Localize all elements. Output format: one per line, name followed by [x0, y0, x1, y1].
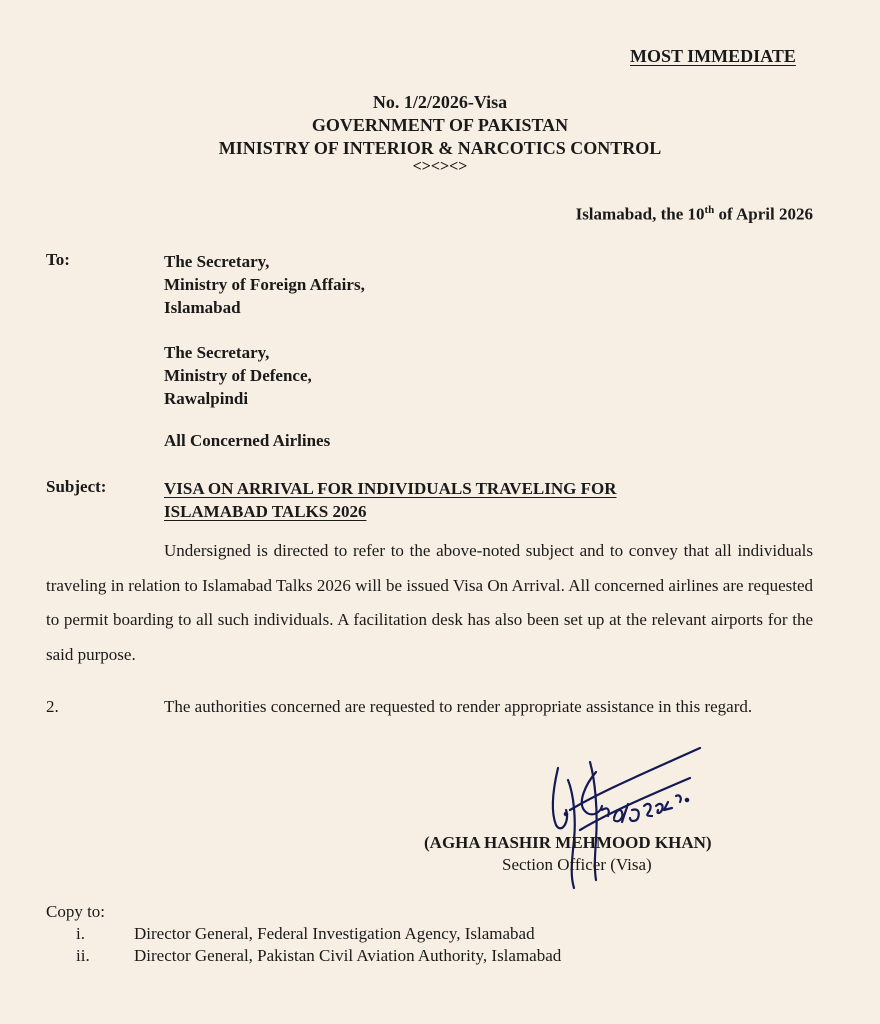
date-superscript: th	[704, 204, 715, 216]
subject-line: VISA ON ARRIVAL FOR INDIVIDUALS TRAVELING FOR	[164, 479, 617, 498]
subject-line: ISLAMABAD TALKS 2026	[164, 502, 367, 521]
signatory-designation: Section Officer (Visa)	[502, 855, 652, 874]
date-suffix: of April 2026	[714, 204, 813, 224]
addressee-title: The Secretary,	[164, 343, 270, 362]
to-label: To:	[46, 250, 70, 269]
copy-to-label: Copy to:	[46, 902, 106, 921]
signatory-name: (AGHA HASHIR MEHMOOD KHAN)	[424, 833, 712, 852]
date-prefix: Islamabad, the 10	[575, 204, 705, 224]
header-ornament: <><><>	[412, 158, 468, 175]
addressee-ministry: Ministry of Defence,	[164, 366, 312, 385]
government-heading: GOVERNMENT OF PAKISTAN	[311, 115, 569, 135]
ministry-heading: MINISTRY OF INTERIOR & NARCOTICS CONTROL	[218, 138, 662, 158]
addressee-ministry: Ministry of Foreign Affairs,	[164, 275, 365, 294]
copy-item-number: i.	[76, 924, 85, 943]
paragraph-2-text: The authorities concerned are requested to render appropriate assistance in this regard.	[164, 697, 753, 716]
body-paragraph-2	[46, 690, 813, 725]
airlines-addressee: All Concerned Airlines	[164, 431, 331, 450]
addressee-block	[164, 341, 312, 410]
subject-text	[164, 477, 617, 523]
addressee-city: Islamabad	[164, 298, 241, 317]
paragraph-number: 2.	[46, 697, 59, 716]
body-paragraph-1: Undersigned is directed to refer to the above-noted subject and to convey that all individuals traveling in relation to Islamabad Talks 2026 will be issued Visa On Arrival. All concerned airlines are requested to permit boarding to all such individuals. A facilitation desk has also been set up at the relevant airports for the said purpose.	[46, 541, 813, 664]
priority-marking: MOST IMMEDIATE	[630, 46, 796, 66]
subject-label: Subject:	[46, 477, 107, 496]
addressee-city: Rawalpindi	[164, 389, 249, 408]
copy-item-number: ii.	[76, 946, 90, 965]
copy-item-text: Director General, Federal Investigation Agency, Islamabad	[134, 924, 535, 943]
date-line	[576, 204, 813, 225]
addressee-title: The Secretary,	[164, 252, 270, 271]
copy-item-text: Director General, Pakistan Civil Aviation Authority, Islamabad	[134, 946, 562, 965]
addressee-block	[164, 250, 365, 319]
file-number: No. 1/2/2026-Visa	[372, 92, 508, 112]
